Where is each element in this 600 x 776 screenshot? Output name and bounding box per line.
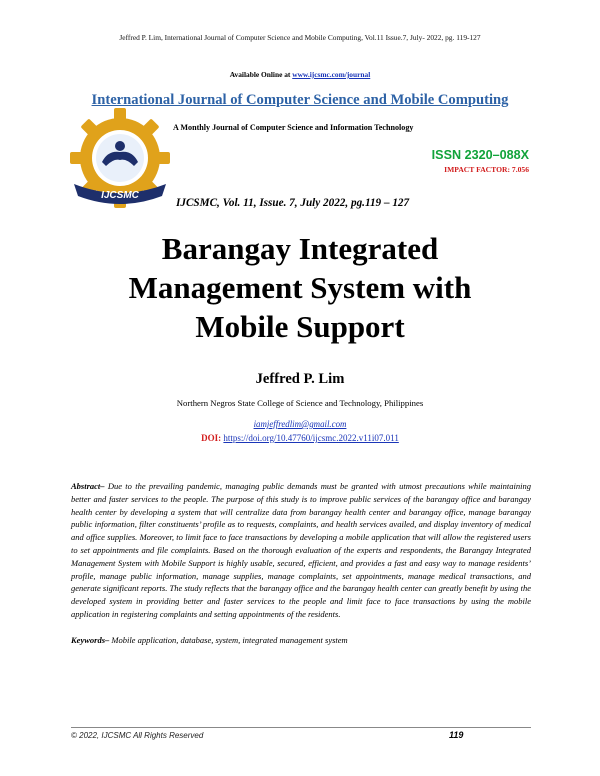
journal-logo	[66, 104, 174, 212]
footer-divider	[71, 727, 531, 728]
journal-website-link[interactable]: www.ijcsmc.com/journal	[292, 70, 371, 79]
keywords-line	[71, 635, 531, 645]
footer-copyright: © 2022, IJCSMC All Rights Reserved	[71, 731, 204, 740]
keywords-label: Keywords–	[71, 635, 110, 645]
keywords-text: Mobile application, database, system, integrated management system	[109, 635, 348, 645]
impact-factor-label: IMPACT FACTOR: 7.056	[444, 165, 529, 174]
paper-title	[0, 229, 600, 346]
available-online-label: Available Online at	[229, 70, 291, 79]
available-online-line	[0, 70, 600, 79]
doi-label: DOI:	[201, 433, 222, 443]
svg-text:IJCSMC: IJCSMC	[101, 190, 139, 201]
volume-issue-line: IJCSMC, Vol. 11, Issue. 7, July 2022, pg.119 – 127	[176, 197, 410, 209]
author-email-link[interactable]: iamjeffredlim@gmail.com	[253, 419, 347, 429]
doi-line	[0, 433, 600, 443]
journal-subtitle: A Monthly Journal of Computer Science and Information Technology	[173, 123, 414, 132]
paper-title-line-2: Management System with	[128, 270, 472, 305]
author-email[interactable]	[0, 419, 600, 429]
footer-page-number: 119	[449, 730, 464, 740]
abstract-text: Due to the prevailing pandemic, managing public demands must be granted with utmost precautions while maintaining better and faster services to the people. The purpose of this study is to improve public services of the barangay office and barangay health center by developing a system that will centralize data from barangay health center and barangay office, manage barangay public information, filter constituents’ profile as to requests, complaints, and health services availed, and display inventory of medical and office supplies. Moreover, to limit face to face transactions by developing a mobile application that will allow the registered users to set appointments and file complaints. Based on the thorough evaluation of the experts and respondents, the Barangay Integrated Management System with Mobile Support is highly usable, secured, efficient, and provides a fast and easy way to manage residents’ profile, manage public information, manage supplies, manage complaints, set appointments, manage medical transactions, and generate significant reports. The study reflects that the barangay office and the barangay health center can greatly benefit by using the developed system in providing better and faster services to the people and limit face to face transactions by using the mobile application in registering complaints and setting appointments of the residents.	[71, 481, 531, 619]
running-head: Jeffred P. Lim, International Journal of Computer Science and Mobile Computing, Vol.11 Issue.7, July- 2022, pg. 119-127	[119, 33, 481, 42]
paper-title-line-1: Barangay Integrated	[161, 231, 439, 266]
doi-link[interactable]: https://doi.org/10.47760/ijcsmc.2022.v11i07.011	[223, 433, 399, 443]
journal-title[interactable]: International Journal of Computer Science and Mobile Computing	[91, 92, 509, 108]
abstract-paragraph	[71, 480, 531, 621]
author-affiliation: Northern Negros State College of Science and Technology, Philippines	[176, 398, 424, 408]
paper-title-line-3: Mobile Support	[195, 309, 405, 344]
author-name: Jeffred P. Lim	[255, 371, 345, 387]
issn-label: ISSN 2320–088X	[431, 148, 529, 162]
abstract-label: Abstract–	[71, 481, 105, 491]
